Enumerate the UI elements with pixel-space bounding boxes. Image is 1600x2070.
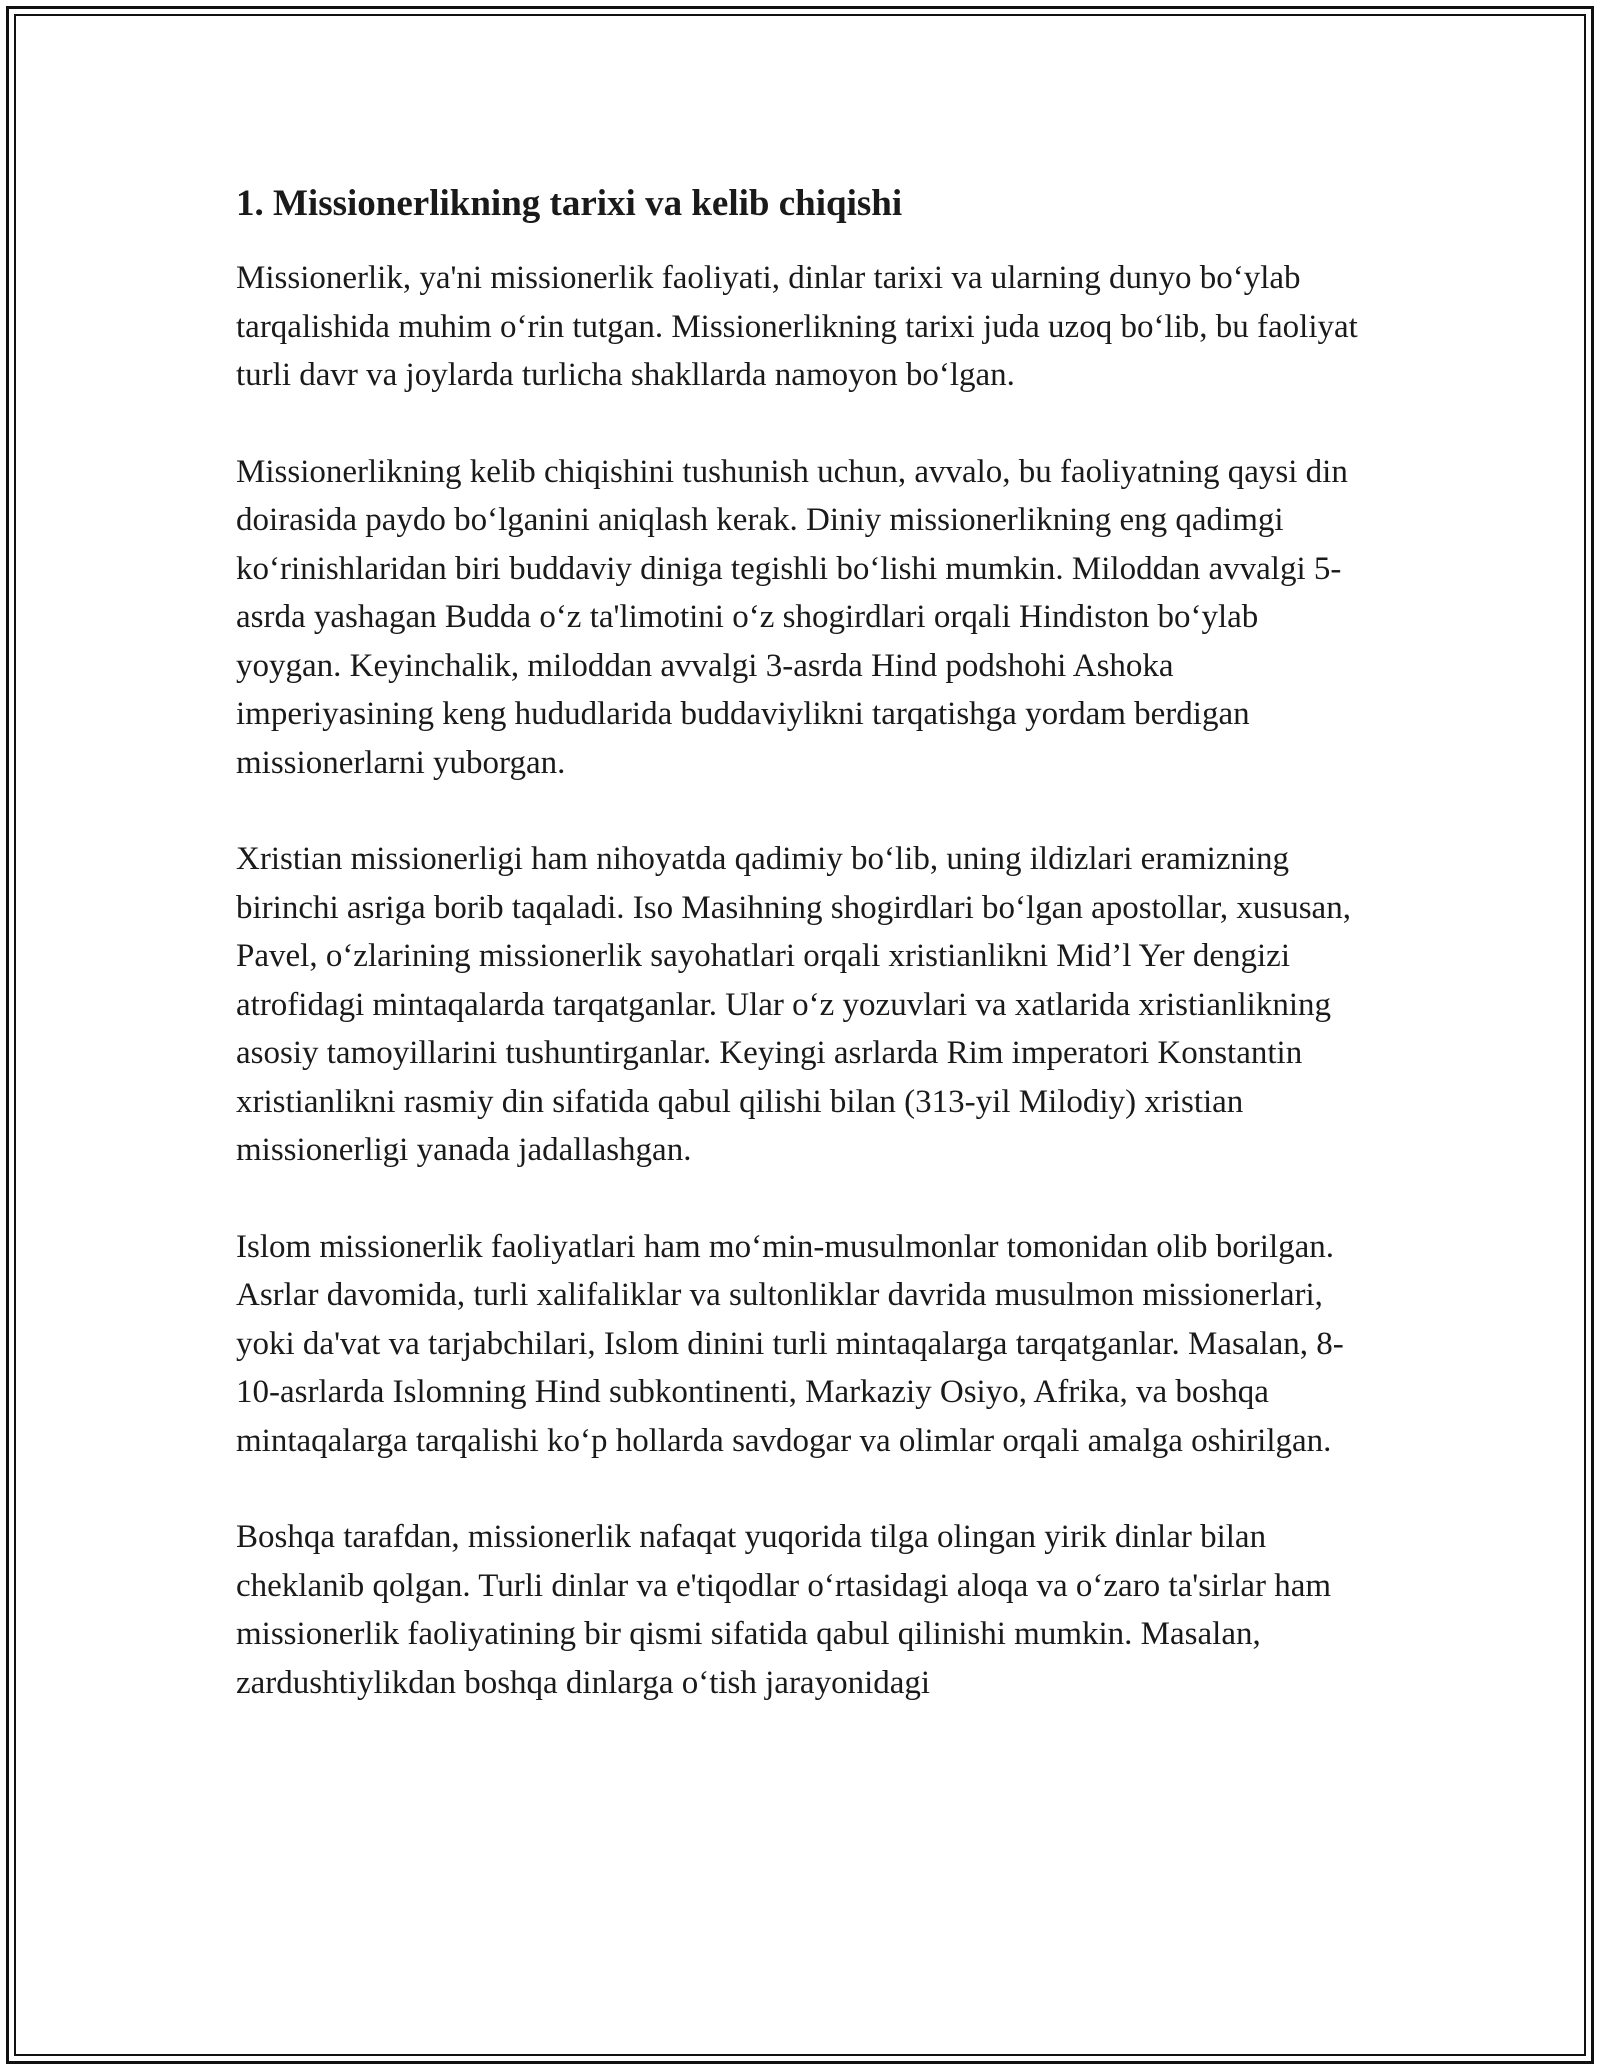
paragraph-2: Missionerlikning kelib chiqishini tushunish uchun, avvalo, bu faoliyatning qaysi din doirasida paydo bo‘lganini aniqlash kerak. Diniy missionerlikning eng qadimgi ko‘rinishlaridan biri buddaviy diniga tegishli bo‘lishi mumkin. Miloddan avvalgi 5-asrda yashagan Budda o‘z ta'limotini o‘z shogirdlari orqali Hindiston bo‘ylab yoygan. Keyinchalik, miloddan avvalgi 3-asrda Hind podshohi Ashoka imperiyasining keng hududlarida buddaviylikni tarqatishga yordam berdigan missionerlarni yuborgan. <box>236 453 1348 781</box>
paragraph-5: Boshqa tarafdan, missionerlik nafaqat yuqorida tilga olingan yirik dinlar bilan cheklanib qolgan. Turli dinlar va e'tiqodlar o‘rtasidagi aloqa va o‘zaro ta'sirlar ham missionerlik faoliyatining bir qismi sifatida qabul qilinishi mumkin. Masalan, zardushtiylikdan boshqa dinlarga o‘tish jarayonidagi <box>236 1519 1332 1701</box>
document-body <box>236 180 1364 1755</box>
section-heading: 1. Missionerlikning tarixi va kelib chiqishi <box>236 183 903 224</box>
paragraph-4: Islom missionerlik faoliyatlari ham mo‘min-musulmonlar tomonidan olib borilgan. Asrlar davomida, turli xalifaliklar va sultonliklar davrida musulmon missionerlari, yoki da'vat va tarjabchilari, Islom dinini turli mintaqalarga tarqatganlar. Masalan, 8-10-asrlarda Islomning Hind subkontinenti, Markaziy Osiyo, Afrika, va boshqa mintaqalarga tarqalishi ko‘p hollarda savdogar va olimlar orqali amalga oshirilgan. <box>236 1228 1344 1459</box>
paragraph-3: Xristian missionerligi ham nihoyatda qadimiy bo‘lib, uning ildizlari eramizning birinchi asriga borib taqaladi. Iso Masihning shogirdlari bo‘lgan apostollar, xususan, Pavel, o‘zlarining missionerlik sayohatlari orqali xristianlikni Mid’l Yer dengizi atrofidagi mintaqalarda tarqatganlar. Ular o‘z yozuvlari va xatlarida xristianlikning asosiy tamoyillarini tushuntirganlar. Keyingi asrlarda Rim imperatori Konstantin xristianlikni rasmiy din sifatida qabul qilishi bilan (313-yil Milodiy) xristian missionerligi yanada jadallashgan. <box>236 841 1351 1169</box>
paragraph-1: Missionerlik, ya'ni missionerlik faoliyati, dinlar tarixi va ularning dunyo bo‘ylab tarqalishida muhim o‘rin tutgan. Missionerlikning tarixi juda uzoq bo‘lib, bu faoliyat turli davr va joylarda turlicha shakllarda namoyon bo‘lgan. <box>236 260 1358 394</box>
